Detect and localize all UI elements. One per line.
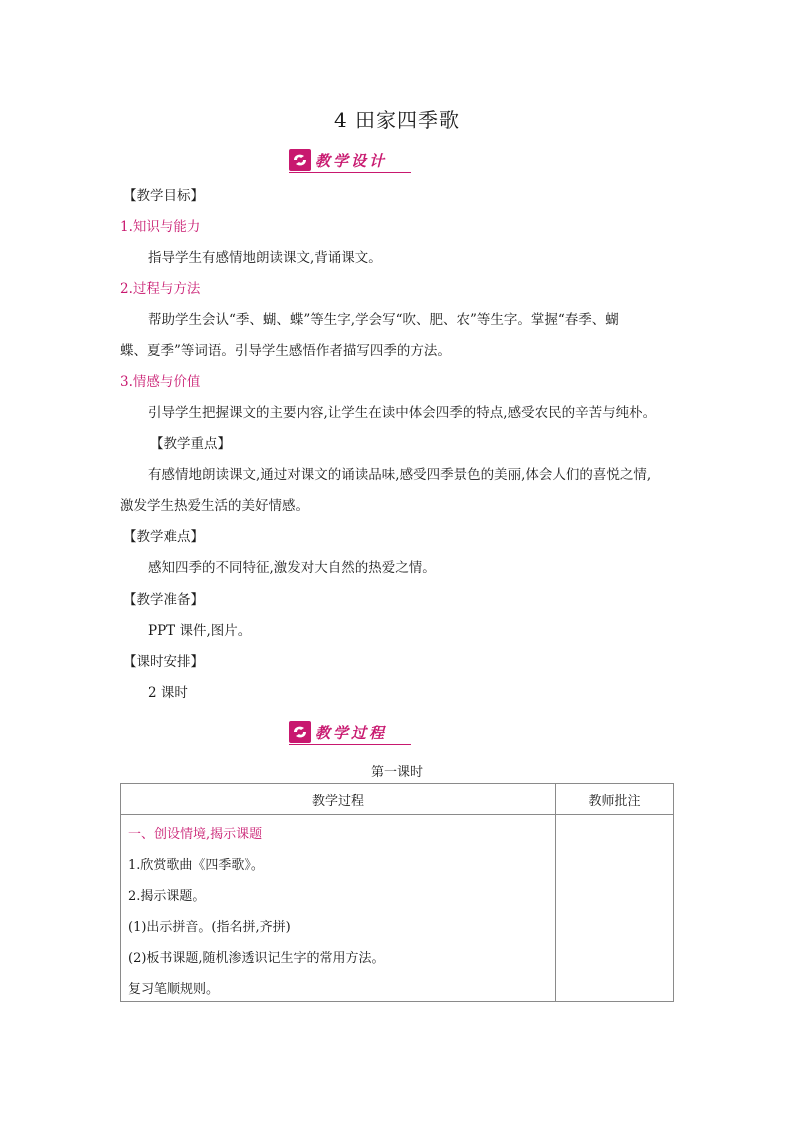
banner-label: 教学设计	[315, 151, 388, 170]
lesson-caption: 第一课时	[370, 765, 423, 780]
header-process: 教学过程	[121, 784, 556, 815]
goal2-title: 2.过程与方法	[120, 281, 201, 297]
focus-heading: 【教学重点】	[150, 436, 231, 452]
schedule-heading: 【课时安排】	[123, 654, 204, 670]
prep-heading: 【教学准备】	[123, 592, 204, 608]
goal2-text-line2: 蝶、夏季”等词语。引导学生感悟作者描写四季的方法。	[120, 343, 451, 359]
goal1-text: 指导学生有感情地朗读课文,背诵课文。	[148, 250, 382, 266]
goal3-title: 3.情感与价值	[120, 374, 201, 390]
list-item: 复习笔顺规则。	[128, 982, 220, 997]
table-row	[121, 815, 674, 1002]
notes-cell	[556, 815, 674, 1002]
focus-line1: 有感情地朗读课文,通过对课文的诵读品味,感受四季景色的美丽,体会人们的喜悦之情,	[148, 467, 652, 483]
swirl-logo-icon	[289, 149, 311, 171]
list-item: 1.欣赏歌曲《四季歌》。	[128, 858, 264, 873]
goal1-title: 1.知识与能力	[120, 219, 201, 235]
table-header-row	[121, 784, 674, 815]
swirl-logo-icon	[289, 721, 311, 743]
header-notes: 教师批注	[556, 784, 674, 815]
list-item: 2.揭示课题。	[128, 889, 206, 904]
goals-heading: 【教学目标】	[123, 188, 204, 204]
goal3-text: 引导学生把握课文的主要内容,让学生在读中体会四季的特点,感受农民的辛苦与纯朴。	[148, 405, 657, 421]
lesson-table	[120, 783, 674, 1002]
list-item: (2)板书课题,随机渗透识记生字的常用方法。	[128, 951, 385, 966]
difficulty-heading: 【教学难点】	[123, 529, 204, 545]
schedule-text: 2 课时	[148, 685, 188, 701]
section-banner-design	[289, 148, 411, 173]
section-title: 一、创设情境,揭示课题	[128, 827, 263, 842]
difficulty-text: 感知四季的不同特征,激发对大自然的热爱之情。	[148, 560, 436, 576]
section-banner-process	[289, 720, 411, 745]
focus-line2: 激发学生热爱生活的美好情感。	[120, 498, 309, 514]
prep-text: PPT 课件,图片。	[148, 623, 252, 639]
process-cell	[121, 815, 556, 1002]
page-title: 4 田家四季歌	[333, 108, 461, 132]
list-item: (1)出示拼音。(指名拼,齐拼)	[128, 920, 291, 935]
goal2-text-line1: 帮助学生会认“季、蝴、蝶”等生字,学会写“吹、肥、农”等生字。掌握“春季、蝴	[148, 312, 619, 328]
banner-label: 教学过程	[315, 723, 388, 742]
